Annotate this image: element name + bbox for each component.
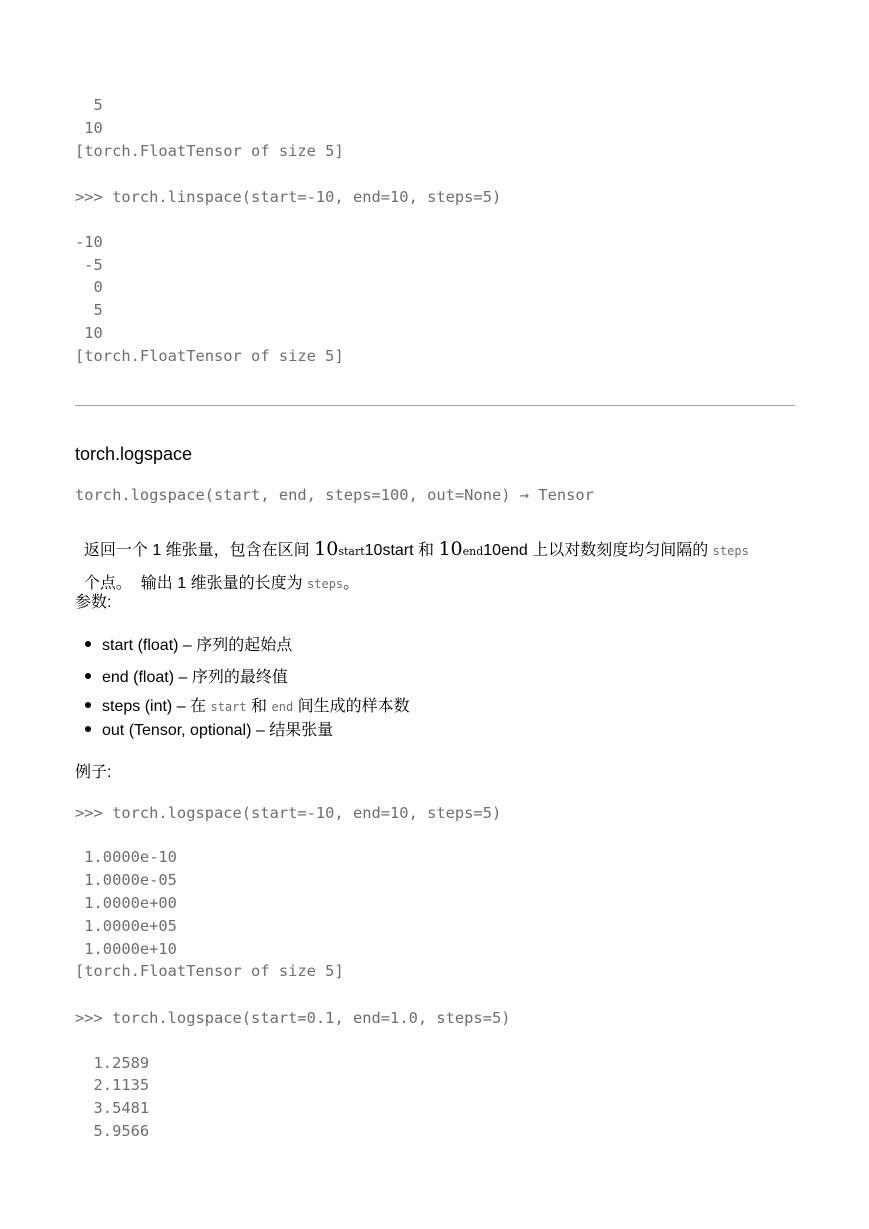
output-line: 5.9566 <box>75 1122 150 1140</box>
examples-label: 例子: <box>75 764 112 781</box>
param-name: steps (int) – <box>102 698 191 715</box>
desc-math: 10 <box>438 538 463 560</box>
param-desc: 结果张量 <box>269 722 334 739</box>
output-line: 1.0000e+10 <box>75 940 177 958</box>
desc-math: 10 <box>314 538 339 560</box>
output-line: 3.5481 <box>75 1099 150 1117</box>
list-item <box>75 668 288 688</box>
output-line: 1.0000e-05 <box>75 871 177 889</box>
params-label: 参数: <box>75 594 112 611</box>
inline-code: steps <box>712 544 749 558</box>
desc-math-sub: end <box>462 545 484 558</box>
description-line-2 <box>75 554 359 594</box>
param-name: start (float) – <box>102 637 197 654</box>
output-line: 1.2589 <box>75 1054 150 1072</box>
code-command: >>> torch.linspace(start=-10, end=10, steps=5) <box>75 188 502 206</box>
output-line: 1.0000e-10 <box>75 848 177 866</box>
param-desc: 和 <box>246 698 272 715</box>
output-line: 10 <box>75 324 103 342</box>
inline-code: end <box>271 700 294 714</box>
bullet-icon <box>85 702 91 708</box>
output-line: -10 <box>75 233 103 251</box>
list-item <box>75 697 410 717</box>
section-heading: torch.logspace <box>75 444 193 464</box>
output-line: 1.0000e+00 <box>75 894 177 912</box>
desc-math-sub: start <box>338 545 365 558</box>
output-line: 0 <box>75 278 103 296</box>
bullet-icon <box>85 726 91 732</box>
list-item <box>75 721 333 741</box>
param-name: end (float) – <box>102 669 192 686</box>
code-command: >>> torch.logspace(start=0.1, end=1.0, steps=5) <box>75 1009 511 1027</box>
desc-text: 返回一个 1 维张量，包含在区间 <box>83 542 315 559</box>
desc-text: 个点。 输出 1 维张量的长度为 <box>83 575 308 592</box>
inline-code: steps <box>307 577 344 591</box>
output-line: [torch.FloatTensor of size 5] <box>75 142 344 160</box>
bullet-icon <box>85 673 91 679</box>
desc-text: 10end 上以对数刻度均匀间隔的 <box>483 542 713 559</box>
param-desc: 在 <box>190 698 211 715</box>
param-desc: 序列的最终值 <box>191 669 288 686</box>
list-item <box>75 636 292 656</box>
desc-text: 。 <box>343 575 360 592</box>
param-desc: 序列的起始点 <box>196 637 293 654</box>
function-signature: torch.logspace(start, end, steps=100, out=None) → Tensor <box>75 486 594 504</box>
output-line: [torch.FloatTensor of size 5] <box>75 347 344 365</box>
bullet-icon <box>85 641 91 647</box>
param-desc: 间生成的样本数 <box>293 698 410 715</box>
output-line: 10 <box>75 119 103 137</box>
param-name: out (Tensor, optional) – <box>102 722 270 739</box>
output-line: 5 <box>75 301 103 319</box>
section-divider <box>75 405 795 406</box>
output-line: 2.1135 <box>75 1076 150 1094</box>
desc-text: 10start 和 <box>364 542 439 559</box>
inline-code: start <box>210 700 247 714</box>
output-line: 5 <box>75 96 103 114</box>
output-line: [torch.FloatTensor of size 5] <box>75 962 344 980</box>
code-command: >>> torch.logspace(start=-10, end=10, steps=5) <box>75 804 502 822</box>
output-line: 1.0000e+05 <box>75 917 177 935</box>
output-line: -5 <box>75 256 103 274</box>
